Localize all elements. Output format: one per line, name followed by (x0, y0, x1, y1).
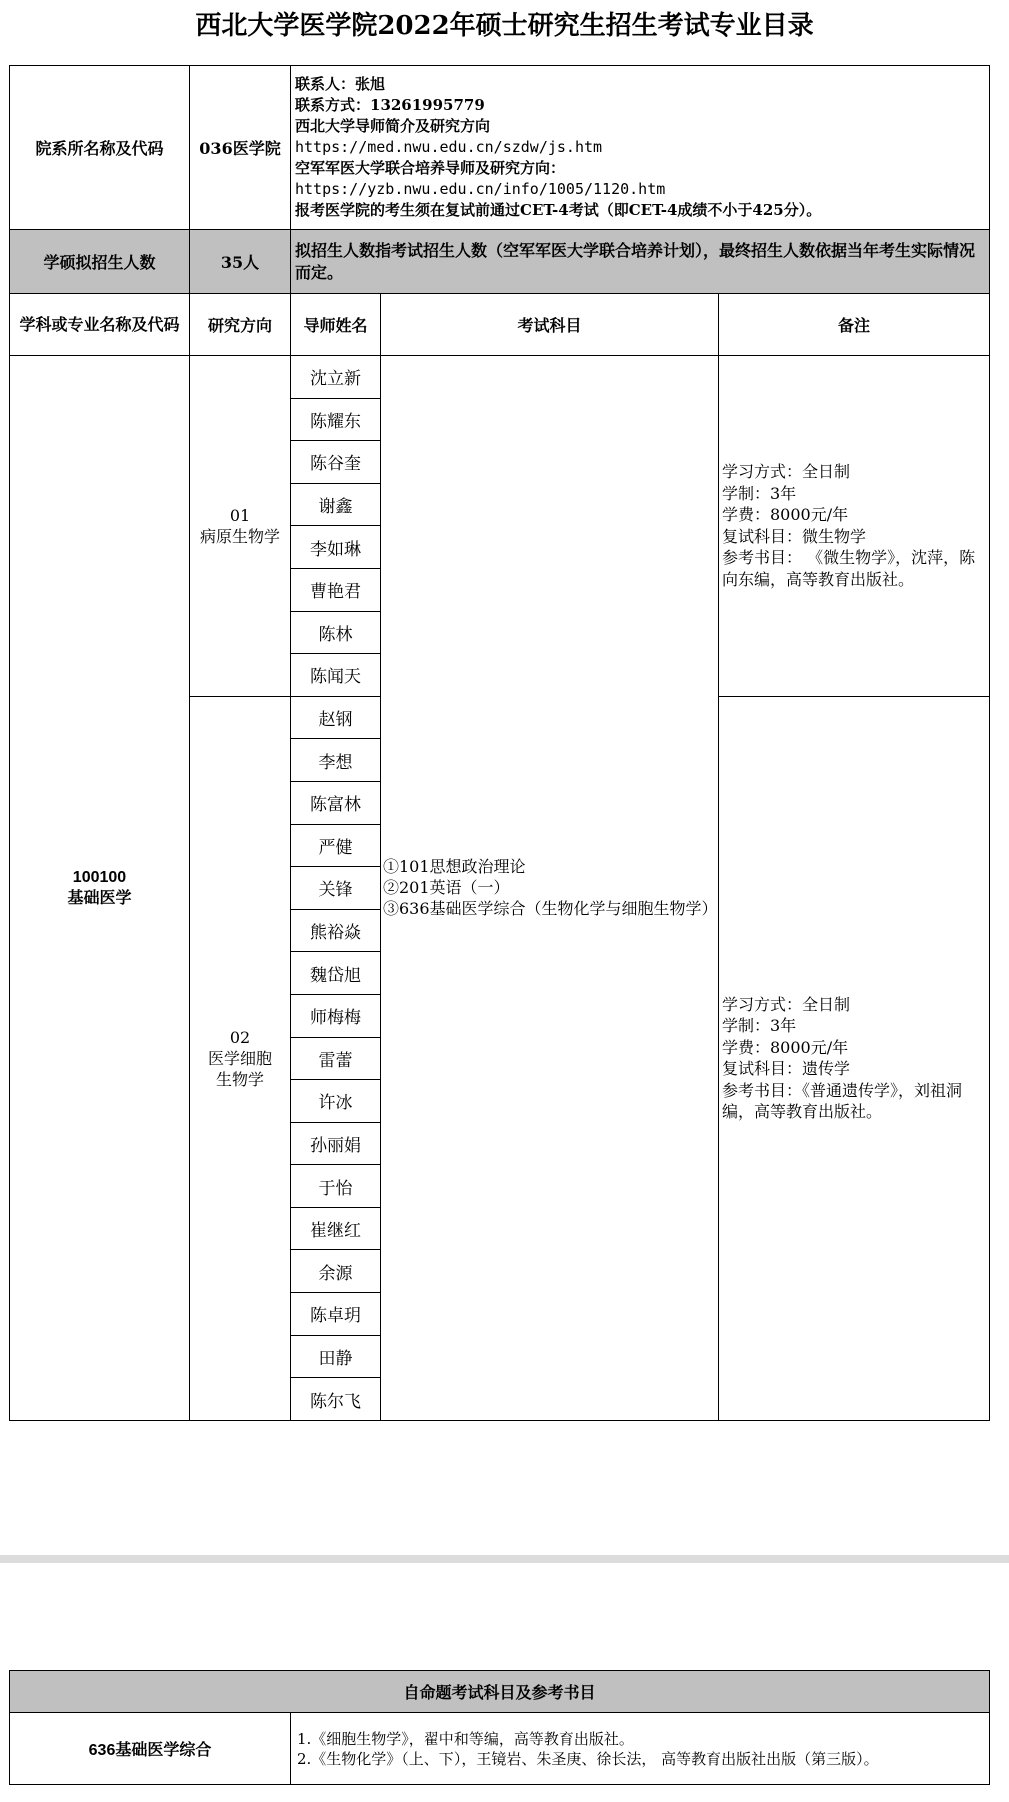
quota-value: 35人 (190, 230, 291, 294)
dept-contact (291, 66, 990, 230)
advisor-name: 陈谷奎 (291, 441, 381, 484)
contact-phone: 联系方式：13261995779 (295, 96, 485, 114)
exam-subject-politics: ①101思想政治理论 (383, 857, 526, 877)
advisor-name: 陈富林 (291, 781, 381, 824)
advisor-name: 关锋 (291, 867, 381, 910)
self-exam-books (291, 1713, 990, 1785)
direction-name: 医学细胞生物学 (207, 1048, 272, 1089)
header-subjects: 考试科目 (381, 294, 719, 356)
exam-subject-english: ②201英语（一） (383, 878, 510, 898)
self-exam-heading: 自命题考试科目及参考书目 (10, 1671, 990, 1713)
catalog-table (9, 65, 990, 1421)
advisor-name: 陈耀东 (291, 398, 381, 441)
advisor-intro-link[interactable]: https://med.nwu.edu.cn/szdw/js.htm (295, 138, 603, 156)
advisor-name: 赵钢 (291, 696, 381, 739)
remark-tuition: 学费：8000元/年 (722, 505, 849, 525)
advisor-name: 谢鑫 (291, 483, 381, 526)
advisor-name: 师梅梅 (291, 994, 381, 1037)
remark-duration: 学制：3年 (722, 1016, 797, 1036)
self-exam-subject: 636基础医学综合 (10, 1713, 291, 1785)
contact-person: 联系人：张旭 (295, 75, 386, 93)
advisor-name: 沈立新 (291, 356, 381, 399)
advisor-row (10, 356, 990, 399)
reference-book: 2.《生物化学》（上、下），王镜岩、朱圣庚、徐长法， 高等教育出版社出版（第三版）。 (297, 1749, 879, 1768)
header-row (10, 294, 990, 356)
direction-code: 01 (229, 505, 251, 525)
major-name: 基础医学 (67, 889, 132, 907)
self-exam-table (9, 1670, 990, 1785)
header-direction: 研究方向 (190, 294, 291, 356)
header-remarks: 备注 (719, 294, 990, 356)
advisor-name: 陈尔飞 (291, 1378, 381, 1421)
dept-value: 036医学院 (190, 66, 291, 230)
exam-subjects (381, 356, 719, 1421)
dept-row (10, 66, 990, 230)
remarks-01 (719, 356, 990, 697)
remark-study-mode: 学习方式：全日制 (722, 462, 851, 482)
advisor-name: 崔继红 (291, 1207, 381, 1250)
advisor-name: 陈闻天 (291, 654, 381, 697)
direction-name: 病原生物学 (199, 526, 280, 546)
exam-subject-medicine: ③636基础医学综合（生物化学与细胞生物学） (383, 899, 718, 919)
advisor-name: 余源 (291, 1250, 381, 1293)
advisor-name: 陈卓玥 (291, 1293, 381, 1336)
advisor-name: 魏岱旭 (291, 952, 381, 995)
cet4-requirement: 报考医学院的考生须在复试前通过CET-4考试（即CET-4成绩不小于425分）。 (295, 201, 822, 219)
joint-advisor-link[interactable]: https://yzb.nwu.edu.cn/info/1005/1120.htm (295, 180, 666, 198)
major-code: 100100 (72, 868, 127, 886)
remark-reference-book: 参考书目： 《微生物学》，沈萍，陈向东编，高等教育出版社。 (722, 548, 976, 589)
advisor-name: 于怡 (291, 1165, 381, 1208)
remark-retest-subject: 复试科目：微生物学 (722, 526, 867, 546)
direction-01 (190, 356, 291, 697)
dept-label: 院系所名称及代码 (10, 66, 190, 230)
quota-label: 学硕拟招生人数 (10, 230, 190, 294)
header-advisor: 导师姓名 (291, 294, 381, 356)
self-exam-heading-row (10, 1671, 990, 1713)
direction-02 (190, 696, 291, 1420)
advisor-name: 雷蕾 (291, 1037, 381, 1080)
remarks-02 (719, 696, 990, 1420)
remark-duration: 学制：3年 (722, 483, 797, 503)
remark-study-mode: 学习方式：全日制 (722, 994, 851, 1014)
header-major: 学科或专业名称及代码 (10, 294, 190, 356)
remark-retest-subject: 复试科目：遗传学 (722, 1059, 851, 1079)
page-separator (0, 1555, 1009, 1563)
advisor-name: 许冰 (291, 1080, 381, 1123)
reference-book: 1.《细胞生物学》，翟中和等编，高等教育出版社。 (297, 1729, 634, 1748)
advisor-name: 田静 (291, 1335, 381, 1378)
remark-tuition: 学费：8000元/年 (722, 1037, 849, 1057)
advisor-intro-label: 西北大学导师简介及研究方向 (295, 117, 491, 135)
advisor-name: 陈林 (291, 611, 381, 654)
joint-advisor-label: 空军军医大学联合培养导师及研究方向： (295, 159, 566, 177)
advisor-name: 孙丽娟 (291, 1122, 381, 1165)
quota-row (10, 230, 990, 294)
advisor-name: 李如琳 (291, 526, 381, 569)
direction-code: 02 (229, 1027, 251, 1047)
advisor-name: 严健 (291, 824, 381, 867)
advisor-name: 李想 (291, 739, 381, 782)
page-title: 西北大学医学院2022年硕士研究生招生考试专业目录 (195, 11, 814, 41)
remark-reference-book: 参考书目：《普通遗传学》，刘祖洞编，高等教育出版社。 (722, 1080, 963, 1122)
quota-note: 拟招生人数指考试招生人数（空军军医大学联合培养计划），最终招生人数依据当年考生实际情况而定。 (291, 230, 990, 294)
advisor-name: 熊裕焱 (291, 909, 381, 952)
self-exam-row (10, 1713, 990, 1785)
advisor-name: 曹艳君 (291, 568, 381, 611)
major-cell (10, 356, 190, 1421)
